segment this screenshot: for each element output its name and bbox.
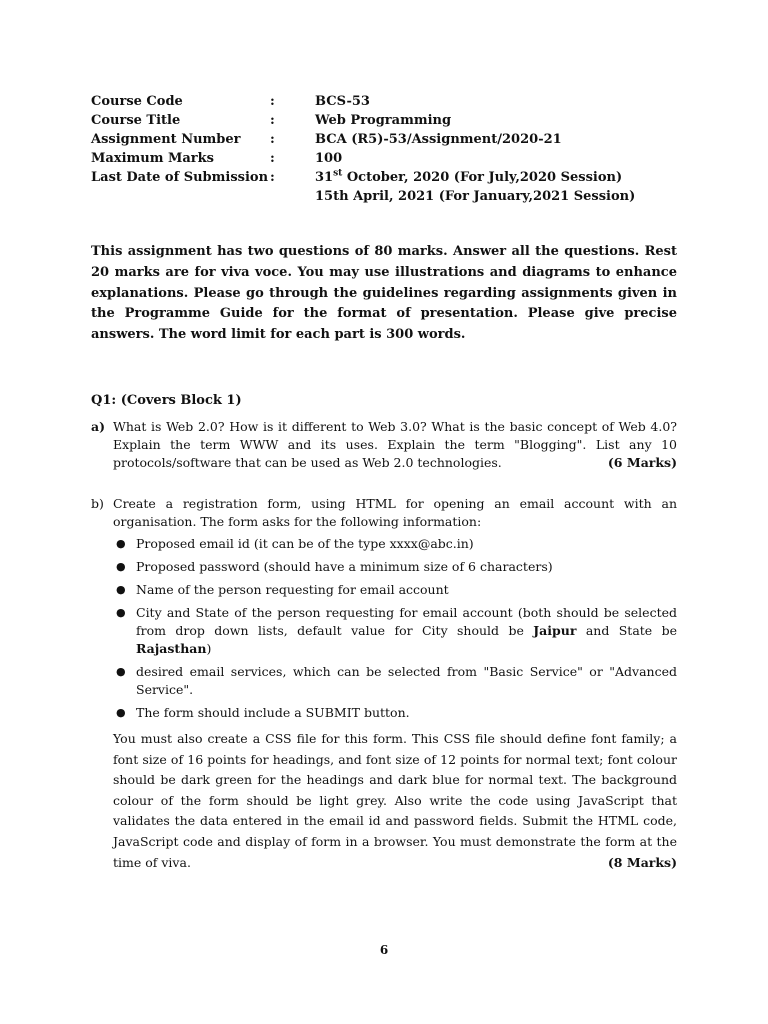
empty-colon [270,187,315,206]
list-item-text: The form should include a SUBMIT button. [136,705,410,720]
list-item-text: Proposed email id (it can be of the type xxxx@abc.in) [136,536,474,551]
maximum-marks-label: Maximum Marks [91,151,214,166]
info-row-course-code [91,92,691,111]
city-state-text-end: ) [206,641,212,656]
bullet-icon: ● [116,706,126,719]
city-state-text-mid: and State be [576,623,677,638]
colon: : [270,170,275,185]
instructions-paragraph: This assignment has two questions of 80 marks. Answer all the questions. Rest 20 marks are for viva voce. You may use illustrations and diagrams to enhance explanations. Please go through the guidelines regarding assignments given in the Programme Guide for the format of presentation. Please give precise answers. The word limit for each part is 300 words. [91,244,677,343]
part-b-body [113,495,677,722]
default-state: Rajasthan [136,641,207,656]
info-row-maximum-marks [91,149,691,168]
course-title-value: Web Programming [315,113,452,128]
date-day: 31 [315,170,334,185]
bullet-icon: ● [116,537,126,550]
info-row-last-date-2 [91,187,691,206]
bullet-icon: ● [116,560,126,573]
colon: : [270,94,275,109]
part-b-marks: (8 Marks) [607,854,677,870]
info-row-course-title [91,111,691,130]
list-item-text [136,605,677,656]
requirements-list [113,535,677,722]
question-1-heading: Q1: (Covers Block 1) [91,393,242,408]
assignment-number-value: BCA (R5)-53/Assignment/2020-21 [315,132,562,147]
list-item-text: Name of the person requesting for email account [136,582,449,597]
part-b-letter: b) [91,496,104,511]
question-part-b [91,495,677,727]
css-requirements-text: You must also create a CSS file for this form. This CSS file should define font family; a font size of 16 points for headings, and font size of 12 points for normal text; font colour should be dark green for the headings and dark blue for normal text. The background colour of the form should be light grey. Also write the code using JavaScript that validates the data entered in the email id and password fields. Submit the HTML code, JavaScript code and display of form in a browser. You must demonstrate the form at the time of viva. [113,731,677,870]
list-item [113,558,677,576]
colon: : [270,132,275,147]
list-item [113,581,677,599]
list-item-text: Proposed password (should have a minimum size of 6 characters) [136,559,553,574]
bullet-icon: ● [116,606,126,619]
part-a-letter: a) [91,419,106,434]
date-rest: October, 2020 (For July,2020 Session) [342,170,623,185]
css-requirements-paragraph [113,729,677,873]
info-row-assignment-number [91,130,691,149]
part-a-body [113,418,677,472]
bullet-icon: ● [116,583,126,596]
bullet-icon: ● [116,665,126,678]
colon: : [270,151,275,166]
last-date-value-july [315,168,691,187]
course-code-value: BCS-53 [315,94,370,109]
last-date-value-january: 15th April, 2021 (For January,2021 Session) [315,189,636,204]
list-item [113,535,677,553]
part-b-text: Create a registration form, using HTML for opening an email account with an organisation. The form asks for the following information: [113,496,677,529]
colon: : [270,113,275,128]
list-item-text: desired email services, which can be selected from "Basic Service" or "Advanced Service". [136,664,677,697]
list-item [113,604,677,658]
page-number: 6 [379,943,389,957]
course-code-label: Course Code [91,94,183,109]
course-title-label: Course Title [91,113,181,128]
list-item [113,663,677,699]
empty-label [91,187,270,206]
part-a-text: What is Web 2.0? How is it different to Web 3.0? What is the basic concept of Web 4.0? Explain the term WWW and its uses. Explain the term "Blogging". List any 10 protocols/software that can be used as Web 2.0 technologies. [113,419,677,470]
assignment-number-label: Assignment Number [91,132,241,147]
question-part-a [91,418,677,472]
default-city: Jaipur [533,623,577,638]
course-info-table [91,92,691,206]
city-state-text-start: City and State of the person requesting for email account (both should be selected from drop down lists, default value for City should be [136,605,677,638]
info-row-last-date [91,168,691,187]
maximum-marks-value: 100 [315,151,343,166]
list-item [113,704,677,722]
part-a-marks: (6 Marks) [607,455,677,470]
last-date-label: Last Date of Submission [91,170,269,185]
date-ordinal-suffix: st [333,168,343,179]
